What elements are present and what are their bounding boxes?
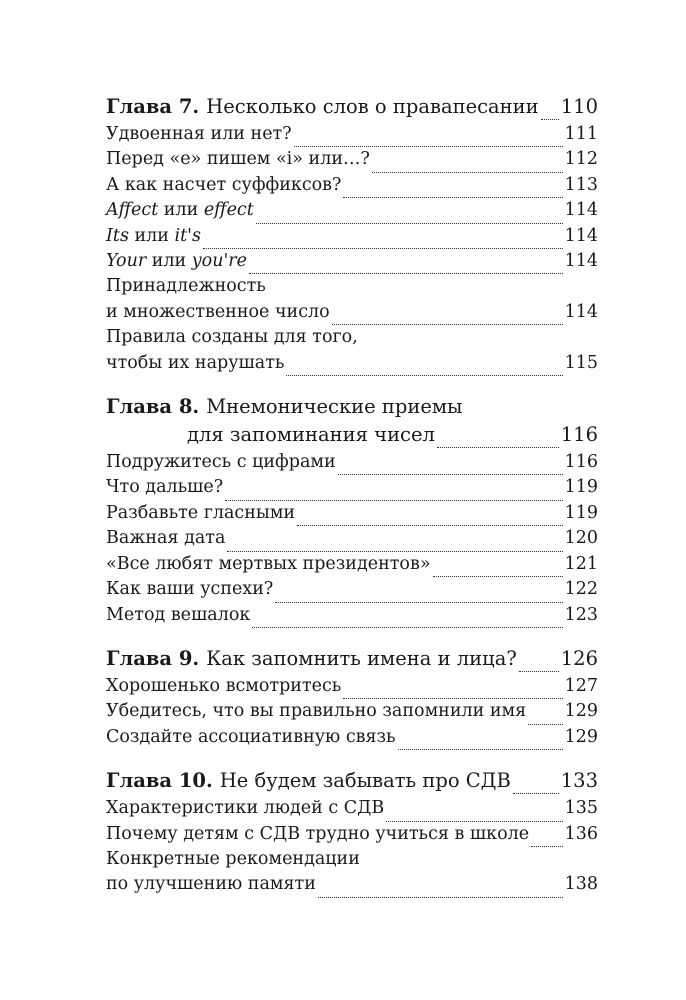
entry-last-line [106,351,598,376]
page-number: 123 [564,604,598,625]
page-number: 115 [564,352,598,373]
entry-title: Создайте ассоциативную связь [106,726,396,747]
entry-title: Перед «е» пишем «i» или…? [106,149,370,170]
toc-entry[interactable] [106,674,598,699]
chapter-9 [106,646,598,750]
chapter-7 [106,94,598,376]
toc-entry-multiline[interactable] [106,325,598,376]
entry-title-italic: it's [174,225,201,246]
entry-title-italic: Your [106,251,147,272]
chapter-title: Как запомнить имена и лица? [206,646,517,670]
toc-entry[interactable] [106,725,598,750]
toc-entry-multiline[interactable] [106,847,598,898]
toc-entry[interactable] [106,147,598,172]
chapter-label: Глава 9. [106,646,200,670]
entry-title: Характеристики людей с СДВ [106,798,385,819]
page-number: 116 [560,423,598,447]
toc-entry[interactable] [106,249,598,274]
chapter-heading[interactable] [106,768,598,794]
page-number: 114 [564,301,598,322]
page-number: 114 [564,251,598,272]
entry-title: Разбавьте гласными [106,502,296,523]
dot-leader [294,139,563,147]
chapter-heading[interactable] [106,394,598,448]
toc-entry[interactable] [106,173,598,198]
chapter-10 [106,768,598,898]
chapter-heading[interactable] [106,646,598,672]
chapter-label: Глава 8. [106,395,200,419]
entry-title [106,249,247,274]
entry-title: Почему детям с СДВ трудно учиться в школе [106,823,530,844]
entry-title: чтобы их нарушать [106,352,285,373]
dot-leader [252,620,562,628]
page-number: 119 [564,502,598,523]
entry-title: по улучшению памяти [106,874,316,895]
toc-entry[interactable] [106,198,598,223]
page-number: 112 [564,149,598,170]
chapter-title: Несколько слов о правапесании [206,95,539,118]
page-number: 116 [564,452,598,473]
chapter-heading-line [106,394,598,420]
entry-title: Хорошенько всмотритесь [106,675,342,696]
page-number: 127 [564,675,598,696]
page-number: 120 [564,528,598,549]
entry-title: Удвоенная или нет? [106,124,292,144]
entry-title: Метод вешалок [106,604,251,625]
chapter-title: для запоминания чисел [187,423,435,447]
dot-leader [513,786,559,794]
page-number: 126 [560,646,598,670]
page-number: 129 [564,726,598,747]
dot-leader [398,742,563,750]
entry-title-connector: или [158,200,204,221]
toc-entry[interactable] [106,603,598,628]
page-number: 136 [564,823,598,844]
entry-title: Важная дата [106,528,226,549]
page-number: 111 [564,124,598,144]
entry-title: Подружитесь с цифрами [106,452,336,473]
entry-last-line [106,872,598,897]
entry-title: «Все любят мертвых президентов» [106,553,431,574]
entry-title-italic: Its [106,225,129,246]
dot-leader [256,216,563,224]
dot-leader [297,518,563,526]
toc-entry[interactable] [106,577,598,602]
page-number: 138 [564,874,598,895]
page-number: 133 [560,769,598,793]
entry-title-connector: или [146,251,192,272]
entry-title-italic: effect [203,200,254,221]
chapter-title: Не будем забывать про СДВ [219,769,511,793]
dot-leader [332,317,563,325]
toc-entry[interactable] [106,796,598,821]
entry-title: Убедитесь, что вы правильно запомнили имя [106,701,527,722]
entry-last-line [106,300,598,325]
chapter-heading-last-line [106,422,598,448]
dot-leader [433,569,563,577]
toc-entry[interactable] [106,122,598,147]
toc-entry[interactable] [106,501,598,526]
entry-title [106,198,254,223]
dot-leader [519,664,559,672]
toc-entry[interactable] [106,450,598,475]
entry-title-line: Правила созданы для того, [106,327,358,348]
entry-title-italic: Affect [106,200,159,221]
chapter-heading[interactable] [106,94,598,120]
toc-entry-multiline[interactable] [106,274,598,325]
dot-leader [343,691,562,699]
dot-leader [286,368,562,376]
entry-title: А как насчет суффиксов? [106,174,342,195]
page-number: 114 [564,225,598,246]
page-number: 129 [564,701,598,722]
dot-leader [249,266,563,274]
chapter-label: Глава 10. [106,769,213,793]
entry-title-line: Конкретные рекомендации [106,848,360,869]
entry-title-connector: или [128,225,175,246]
dot-leader [531,839,562,847]
chapter-title-line: Мнемонические приемы [206,395,463,419]
dot-leader [372,165,563,173]
page-number: 110 [560,95,598,118]
dot-leader [437,440,559,448]
entry-title-italic: you're [191,251,248,272]
dot-leader [318,890,563,898]
entry-title-line: Принадлежность [106,276,266,297]
dot-leader [227,544,562,552]
toc-entry[interactable] [106,822,598,847]
dot-leader [541,112,559,120]
page-number: 122 [564,579,598,600]
page-number: 114 [564,200,598,221]
toc-entry[interactable] [106,552,598,577]
dot-leader [203,241,563,249]
page-number: 135 [564,798,598,819]
page-number: 113 [564,174,598,195]
dot-leader [528,717,562,725]
entry-title: Как ваши успехи? [106,579,274,600]
dot-leader [343,190,562,198]
toc-entry[interactable] [106,475,598,500]
page-number: 121 [564,553,598,574]
entry-title: и множественное число [106,301,330,322]
chapter-label: Глава 7. [106,95,200,118]
toc-entry[interactable] [106,224,598,249]
dot-leader [275,595,562,603]
entry-title [106,224,201,249]
table-of-contents [106,94,598,916]
page-number: 119 [564,477,598,498]
dot-leader [338,467,563,475]
entry-title: Что дальше? [106,477,224,498]
toc-entry[interactable] [106,526,598,551]
toc-entry[interactable] [106,699,598,724]
dot-leader [225,493,562,501]
dot-leader [386,814,562,822]
chapter-8 [106,394,598,628]
